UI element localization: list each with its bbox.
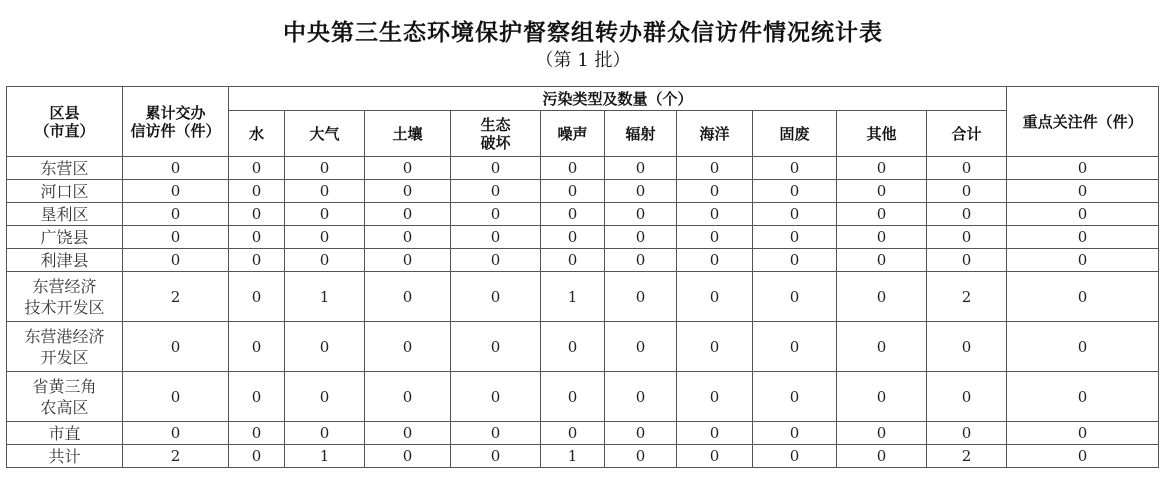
pollution-count-cell: 0: [229, 157, 285, 180]
total-cell: 0: [927, 203, 1007, 226]
pollution-count-cell: 0: [753, 203, 837, 226]
district-cell: 共计: [7, 445, 123, 468]
pollution-count-cell: 0: [285, 203, 365, 226]
pollution-count-cell: 0: [229, 322, 285, 372]
pollution-count-cell: 1: [541, 272, 605, 322]
pollution-count-cell: 0: [285, 322, 365, 372]
pollution-count-cell: 0: [285, 180, 365, 203]
district-column-header: 区县 （市直）: [7, 87, 123, 157]
table-row: [7, 422, 1159, 445]
pollution-count-cell: 0: [837, 422, 927, 445]
table-body: [7, 157, 1159, 468]
pollution-count-cell: 0: [605, 226, 677, 249]
total-cell: 0: [927, 322, 1007, 372]
pollution-count-cell: 0: [605, 249, 677, 272]
cumulative-cell: 0: [123, 249, 229, 272]
district-cell: 广饶县: [7, 226, 123, 249]
pollution-count-cell: 0: [605, 180, 677, 203]
key-focus-cell: 0: [1007, 157, 1159, 180]
pollution-count-cell: 0: [677, 322, 753, 372]
pollution-type-header: 生态 破坏: [451, 111, 541, 157]
pollution-count-cell: 0: [229, 180, 285, 203]
pollution-count-cell: 0: [837, 445, 927, 468]
total-cell: 2: [927, 445, 1007, 468]
pollution-count-cell: 0: [285, 372, 365, 422]
pollution-type-header: 辐射: [605, 111, 677, 157]
pollution-count-cell: 0: [837, 203, 927, 226]
pollution-count-cell: 0: [753, 372, 837, 422]
key-focus-cell: 0: [1007, 180, 1159, 203]
pollution-count-cell: 0: [229, 372, 285, 422]
pollution-count-cell: 0: [677, 249, 753, 272]
district-cell: 东营港经济 开发区: [7, 322, 123, 372]
pollution-count-cell: 0: [605, 372, 677, 422]
pollution-count-cell: 0: [677, 422, 753, 445]
cumulative-cell: 2: [123, 272, 229, 322]
total-cell: 0: [927, 157, 1007, 180]
cumulative-cell: 0: [123, 422, 229, 445]
pollution-count-cell: 0: [229, 203, 285, 226]
total-cell: 0: [927, 422, 1007, 445]
district-cell: 利津县: [7, 249, 123, 272]
pollution-type-header: 固废: [753, 111, 837, 157]
total-column-header: 合计: [927, 111, 1007, 157]
pollution-count-cell: 1: [285, 272, 365, 322]
pollution-count-cell: 0: [365, 180, 451, 203]
pollution-count-cell: 0: [365, 272, 451, 322]
pollution-type-header: 水: [229, 111, 285, 157]
pollution-count-cell: 0: [365, 322, 451, 372]
total-cell: 0: [927, 249, 1007, 272]
total-cell: 0: [927, 226, 1007, 249]
pollution-count-cell: 0: [837, 180, 927, 203]
district-cell: 市直: [7, 422, 123, 445]
total-cell: 2: [927, 272, 1007, 322]
cumulative-cell: 0: [123, 226, 229, 249]
pollution-count-cell: 0: [229, 226, 285, 249]
pollution-type-header: 海洋: [677, 111, 753, 157]
table-row: [7, 157, 1159, 180]
table-row: [7, 226, 1159, 249]
district-cell: 东营经济 技术开发区: [7, 272, 123, 322]
pollution-count-cell: 0: [753, 445, 837, 468]
pollution-type-header: 大气: [285, 111, 365, 157]
table-row: [7, 203, 1159, 226]
table-row: [7, 322, 1159, 372]
pollution-count-cell: 0: [605, 157, 677, 180]
pollution-count-cell: 0: [451, 203, 541, 226]
pollution-count-cell: 0: [365, 249, 451, 272]
pollution-count-cell: 0: [451, 249, 541, 272]
table-row: [7, 249, 1159, 272]
header-row-1: [7, 87, 1159, 111]
pollution-type-header: 其他: [837, 111, 927, 157]
pollution-count-cell: 0: [541, 226, 605, 249]
cumulative-cell: 2: [123, 445, 229, 468]
table-row: [7, 272, 1159, 322]
pollution-count-cell: 0: [229, 422, 285, 445]
cumulative-cell: 0: [123, 322, 229, 372]
pollution-count-cell: 0: [229, 445, 285, 468]
pollution-count-cell: 0: [365, 372, 451, 422]
pollution-count-cell: 0: [451, 422, 541, 445]
pollution-count-cell: 0: [677, 445, 753, 468]
pollution-type-group-header: 污染类型及数量（个）: [229, 87, 1007, 111]
key-focus-cell: 0: [1007, 226, 1159, 249]
pollution-count-cell: 0: [837, 249, 927, 272]
pollution-count-cell: 0: [753, 272, 837, 322]
pollution-count-cell: 0: [605, 272, 677, 322]
pollution-count-cell: 0: [451, 157, 541, 180]
district-cell: 省黄三角 农高区: [7, 372, 123, 422]
pollution-count-cell: 0: [753, 422, 837, 445]
pollution-count-cell: 0: [677, 203, 753, 226]
table-row: [7, 445, 1159, 468]
cumulative-cell: 0: [123, 203, 229, 226]
pollution-count-cell: 0: [229, 249, 285, 272]
pollution-count-cell: 0: [285, 249, 365, 272]
key-focus-cell: 0: [1007, 249, 1159, 272]
key-focus-cell: 0: [1007, 203, 1159, 226]
pollution-count-cell: 0: [365, 445, 451, 468]
pollution-count-cell: 0: [541, 157, 605, 180]
pollution-type-header: 噪声: [541, 111, 605, 157]
batch-subtitle: （第 1 批）: [535, 50, 631, 71]
key-focus-cell: 0: [1007, 272, 1159, 322]
pollution-count-cell: 0: [837, 157, 927, 180]
district-cell: 东营区: [7, 157, 123, 180]
cumulative-cell: 0: [123, 372, 229, 422]
pollution-count-cell: 0: [605, 203, 677, 226]
statistics-table: [6, 86, 1159, 468]
table-row: [7, 180, 1159, 203]
key-focus-column-header: 重点关注件（件）: [1007, 87, 1159, 157]
pollution-count-cell: 0: [285, 422, 365, 445]
pollution-count-cell: 0: [677, 157, 753, 180]
pollution-count-cell: 0: [677, 372, 753, 422]
pollution-count-cell: 0: [837, 372, 927, 422]
key-focus-cell: 0: [1007, 445, 1159, 468]
cumulative-column-header: 累计交办 信访件（件）: [123, 87, 229, 157]
district-cell: 垦利区: [7, 203, 123, 226]
pollution-count-cell: 0: [451, 372, 541, 422]
pollution-count-cell: 0: [605, 322, 677, 372]
cumulative-cell: 0: [123, 157, 229, 180]
pollution-count-cell: 0: [753, 226, 837, 249]
pollution-count-cell: 0: [541, 372, 605, 422]
pollution-count-cell: 0: [451, 445, 541, 468]
pollution-count-cell: 0: [837, 226, 927, 249]
pollution-count-cell: 0: [605, 445, 677, 468]
pollution-count-cell: 0: [753, 180, 837, 203]
pollution-count-cell: 0: [541, 180, 605, 203]
pollution-count-cell: 0: [605, 422, 677, 445]
pollution-count-cell: 0: [451, 322, 541, 372]
pollution-count-cell: 0: [285, 157, 365, 180]
pollution-count-cell: 0: [837, 272, 927, 322]
pollution-count-cell: 0: [365, 226, 451, 249]
total-cell: 0: [927, 372, 1007, 422]
district-cell: 河口区: [7, 180, 123, 203]
pollution-count-cell: 0: [541, 422, 605, 445]
pollution-count-cell: 0: [451, 226, 541, 249]
total-cell: 0: [927, 180, 1007, 203]
pollution-count-cell: 0: [837, 322, 927, 372]
key-focus-cell: 0: [1007, 322, 1159, 372]
pollution-count-cell: 0: [451, 272, 541, 322]
pollution-count-cell: 0: [285, 226, 365, 249]
pollution-count-cell: 0: [753, 322, 837, 372]
pollution-count-cell: 0: [541, 322, 605, 372]
key-focus-cell: 0: [1007, 422, 1159, 445]
pollution-count-cell: 0: [365, 203, 451, 226]
pollution-count-cell: 1: [541, 445, 605, 468]
pollution-count-cell: 0: [753, 157, 837, 180]
pollution-count-cell: 0: [541, 249, 605, 272]
pollution-count-cell: 0: [677, 226, 753, 249]
pollution-count-cell: 0: [677, 180, 753, 203]
pollution-count-cell: 0: [365, 157, 451, 180]
pollution-count-cell: 0: [365, 422, 451, 445]
pollution-count-cell: 1: [285, 445, 365, 468]
pollution-count-cell: 0: [541, 203, 605, 226]
pollution-count-cell: 0: [229, 272, 285, 322]
key-focus-cell: 0: [1007, 372, 1159, 422]
table-row: [7, 372, 1159, 422]
pollution-count-cell: 0: [677, 272, 753, 322]
pollution-count-cell: 0: [451, 180, 541, 203]
page-title: 中央第三生态环境保护督察组转办群众信访件情况统计表: [283, 20, 883, 46]
cumulative-cell: 0: [123, 180, 229, 203]
pollution-count-cell: 0: [753, 249, 837, 272]
pollution-type-header: 土壤: [365, 111, 451, 157]
